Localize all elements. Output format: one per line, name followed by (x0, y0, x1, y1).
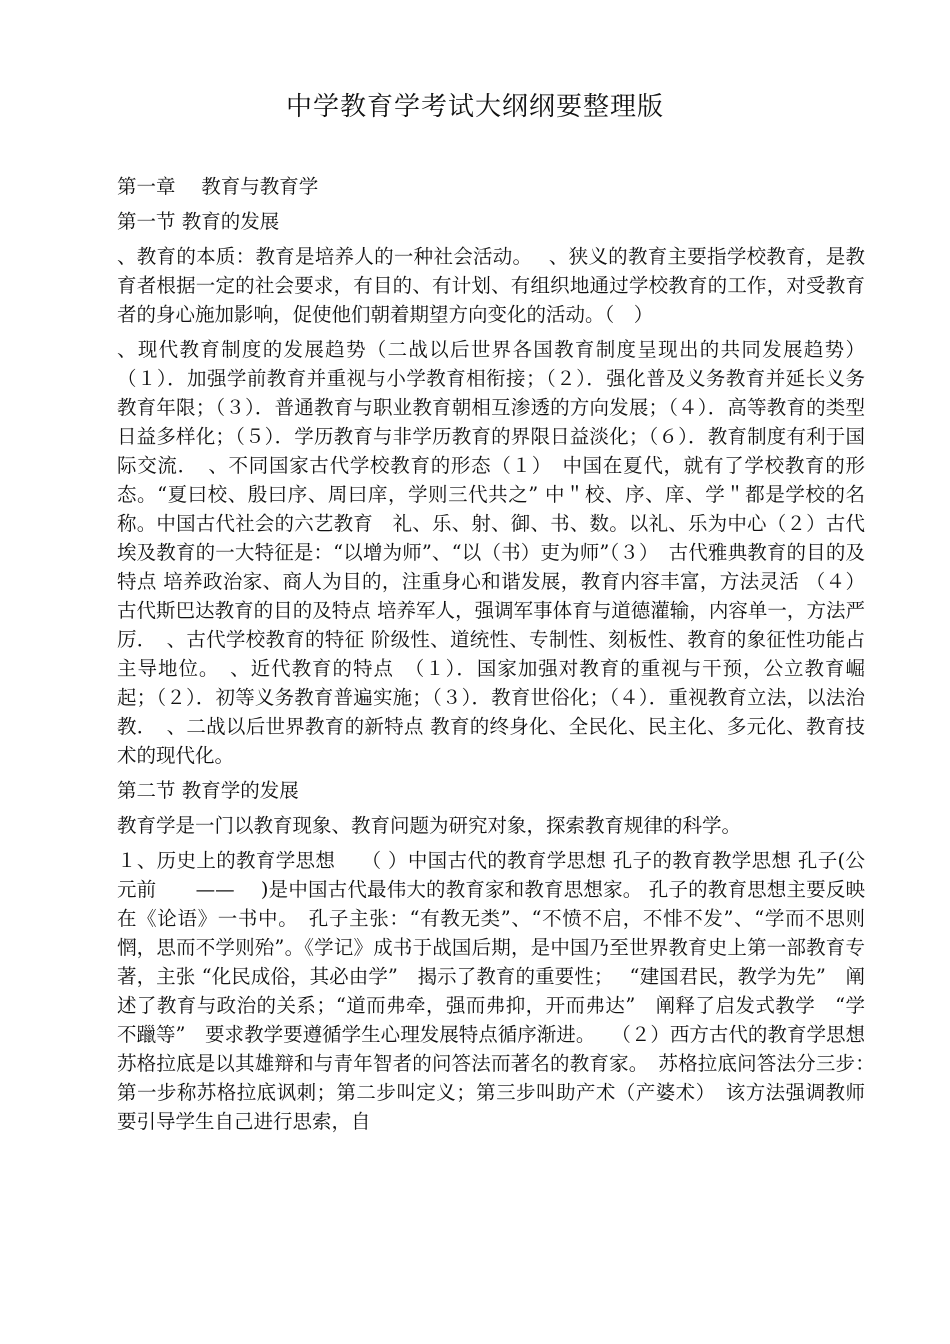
paragraph-pedagogy-definition: 教育学是一门以教育现象、教育问题为研究对象，探索教育规律的科学。 (117, 814, 742, 837)
paragraph-education-essence: 、教育的本质：教育是培养人的一种社会活动。 、狭义的教育主要指学校教育，是教育者根据一定的社会要求，有目的、有计划、有组织地通过学校教育的工作，对受教育者的身心施加影响，促使他们朝着期望方向变化的活动。（ ） (117, 245, 865, 326)
section-heading-1: 第一节 教育的发展 (117, 210, 280, 233)
document-body (117, 172, 885, 1142)
chapter-heading: 第一章 教育与教育学 (117, 175, 319, 198)
section-heading-2: 第二节 教育学的发展 (117, 779, 299, 802)
paragraph-history-of-pedagogy: １、历史上的教育学思想 （ ）中国古代的教育学思想 孔子的教育教学思想 孔子(公元前 —— )是中国古代最伟大的教育家和教育思想家。 孔子的教育思想主要反映在《论语》一书中。 孔子主张：“有教无类”、“不愤不启，不悱不发”、“学而不思则惘，思而不学则殆”。《学记》成书于战国后期，是中国乃至世界教育史上第一部教育专著，主张 “化民成俗，其必由学” 揭示了教育的重要性； “建国君民，教学为先” 阐述了教育与政治的关系；“道而弗牵，强而弗抑，开而弗达” 阐释了启发式教学 “学不躐等” 要求教学要遵循学生心理发展特点循序渐进。 （２）西方古代的教育学思想 苏格拉底是以其雄辩和与青年智者的问答法而著名的教育家。 苏格拉底问答法分三步： 第一步称苏格拉底讽刺；第二步叫定义；第三步叫助产术（产婆术） 该方法强调教师要引导学生自己进行思索，自 (117, 849, 885, 1133)
paragraph-education-system-trends: 、现代教育制度的发展趋势（二战以后世界各国教育制度呈现出的共同发展趋势）（１）．加强学前教育并重视与小学教育相衔接；（２）．强化普及义务教育并延长义务教育年限；（３）．普通教育与职业教育朝相互渗透的方向发展；（４）．高等教育的类型日益多样化；（５）．学历教育与非学历教育的界限日益淡化；（６）．教育制度有利于国际交流． 、不同国家古代学校教育的形态（１） 中国在夏代，就有了学校教育的形态。“夏曰校、殷曰序、周曰庠，学则三代共之” 中＂校、序、庠、学＂都是学校的名称。中国古代社会的六艺教育 礼、乐、射、御、书、数。以礼、乐为中心（２）古代埃及教育的一大特征是：“以增为师”、“以（书）吏为师”（３） 古代雅典教育的目的及特点 培养政治家、商人为目的，注重身心和谐发展，教育内容丰富，方法灵活 （４）古代斯巴达教育的目的及特点 培养军人，强调军事体育与道德灌输，内容单一，方法严厉． 、古代学校教育的特征 阶级性、道统性、专制性、刻板性、教育的象征性功能占主导地位。 、近代教育的特点 （１）．国家加强对教育的重视与干预，公立教育崛起；（２）．初等义务教育普遍实施；（３）．教育世俗化；（４）．重视教育立法，以法治教． 、二战以后世界教育的新特点 教育的终身化、全民化、民主化、多元化、教育技术的现代化。 (117, 338, 865, 767)
document-title: 中学教育学考试大纲纲要整理版 (285, 92, 664, 122)
